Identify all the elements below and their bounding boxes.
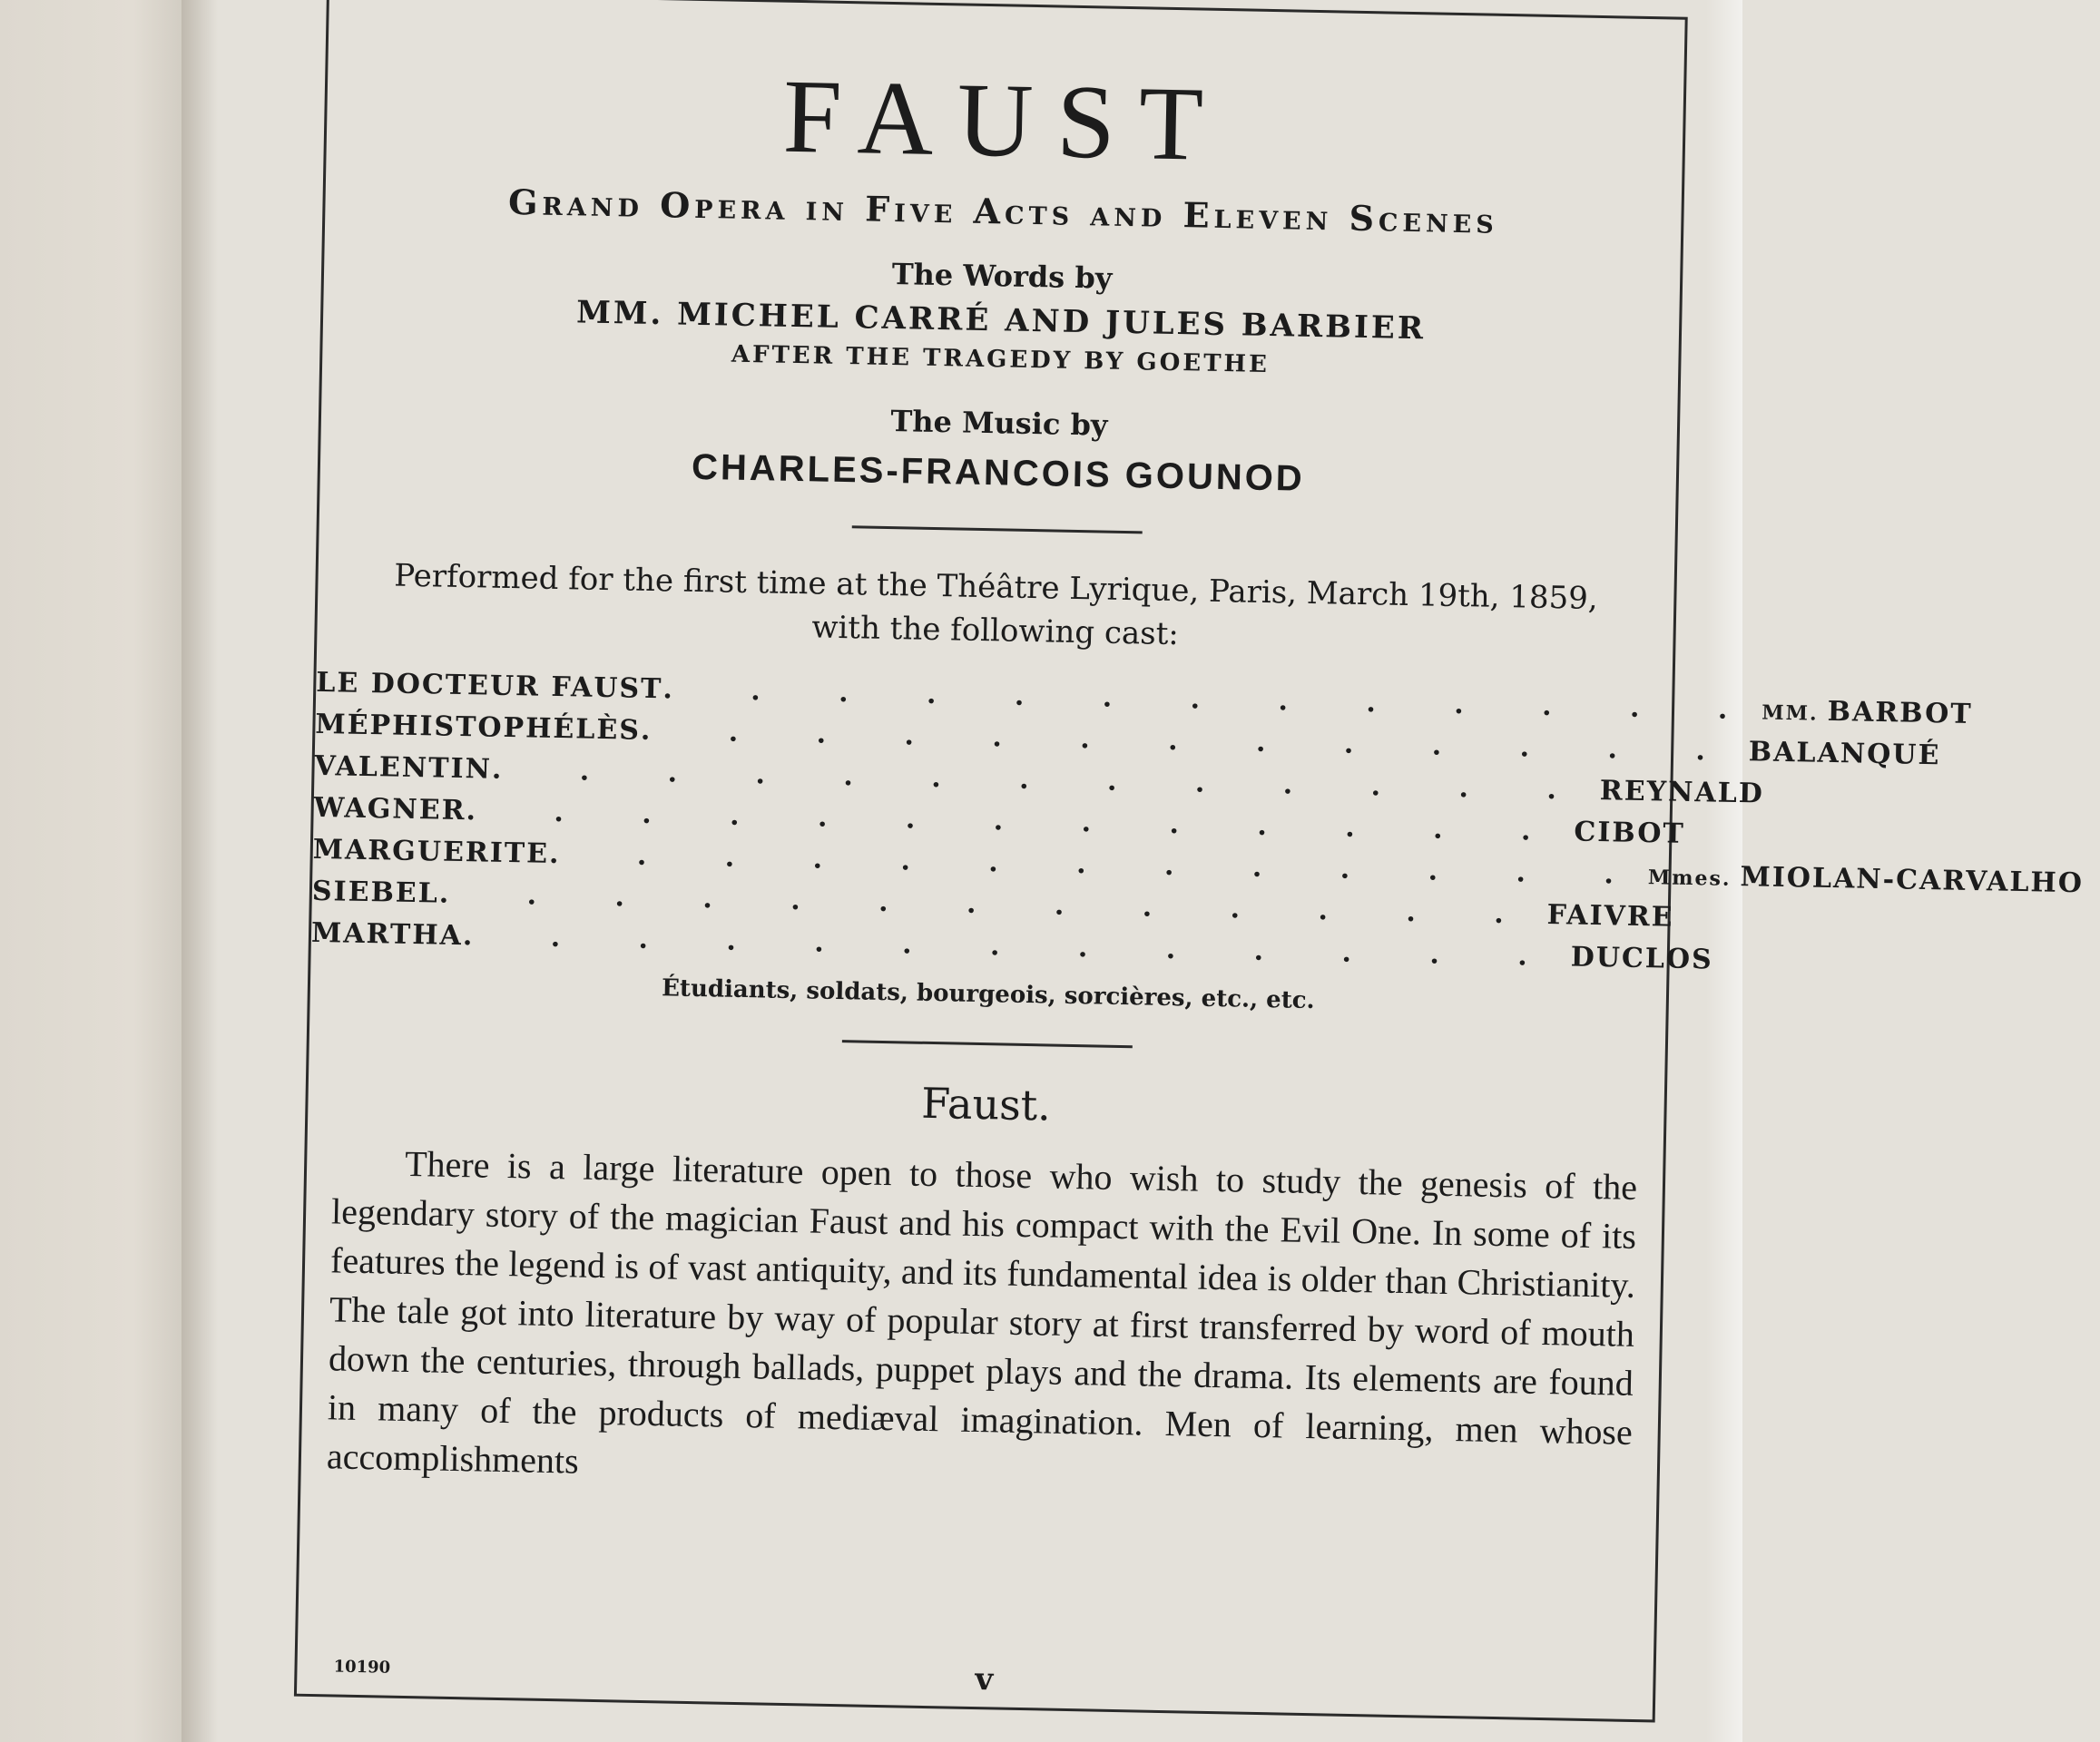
singer: BALANQUÉ [1748,736,1941,772]
subtitle: Grand Opera in Five Acts and Eleven Scenes [507,181,1499,241]
role: SIEBEL [311,875,440,910]
premiere-line-1: Performed for the first time at the Théâtre Lyrique, Paris, March 19th, 1859, [393,557,1599,618]
singer: FAIVRE [1546,899,1674,934]
body-paragraph [300,1116,1663,1507]
title-prefix: Mmes. [1647,866,1732,891]
leader-dots: . . . . . . . . . . . . . [462,920,1563,974]
role: MARTHA [310,916,464,953]
singer: REYNALD [1599,775,1765,810]
singer: MIOLAN-CARVALHO [1740,861,2085,900]
body-text: There is a large literature open to those who wish to study the genesis of the legendary story of the magician Faust and his compact with the Evil One. In some of its features the legend is of vast antiquity, and its fundamental idea is older than Christianity. The tale got into literature by way of popular story at first transferred by word of mouth down the centuries, through ballads, puppet plays and the drama. Its elements are found in many of the products of mediæval imagination. Men of learning, men whose accomplishments [326,1142,1638,1482]
left-page [0,0,191,1742]
page-title: FAUST [781,58,1228,184]
role: VALENTIN [314,749,493,786]
section-title: Faust. [920,1078,1052,1130]
role: MÉPHISTOPHÉLÈS [315,708,642,747]
premiere-note [317,553,1674,666]
cast-list [310,666,2085,983]
source-note: AFTER THE TRAGEDY BY GOETHE [731,340,1271,379]
leader-dots: . . . . . . . . . . . . . [662,673,1762,727]
page-frame [294,0,2085,1722]
chorus-note: Étudiants, soldats, bourgeois, sorcières, etc., etc. [661,974,1315,1015]
music-by-label: The Music by [890,404,1108,443]
leader-dots: . . . . . . . . . . . . . [466,795,1565,848]
singer: BARBOT [1827,695,1973,730]
leader-dots: . . . . . . . . . . . . . [548,837,1649,892]
words-by-label: The Words by [891,257,1113,296]
singer: CIBOT [1574,816,1686,850]
role: MARGUERITE [312,833,550,870]
divider [852,525,1143,533]
book-gutter [182,0,218,1742]
leader-dots: . . . . . . . . . . . . . [640,714,1741,768]
printer-code: 10190 [333,1657,391,1678]
page-number: v [975,1661,994,1698]
role: LE DOCTEUR FAUST [316,666,663,706]
leader-dots: . . . . . . . . . . . . . [491,753,1592,807]
leader-dots: . . . . . . . . . . . . . [438,877,1539,931]
role: WAGNER [313,791,466,827]
title-prefix: MM. [1761,700,1819,726]
composer: CHARLES-FRANCOIS GOUNOD [691,446,1306,499]
singer: DUCLOS [1570,941,1714,976]
premiere-line-2: with the following cast: [811,609,1180,653]
divider [842,1040,1133,1048]
librettists: MM. MICHEL CARRÉ AND JULES BARBIER [575,294,1427,347]
